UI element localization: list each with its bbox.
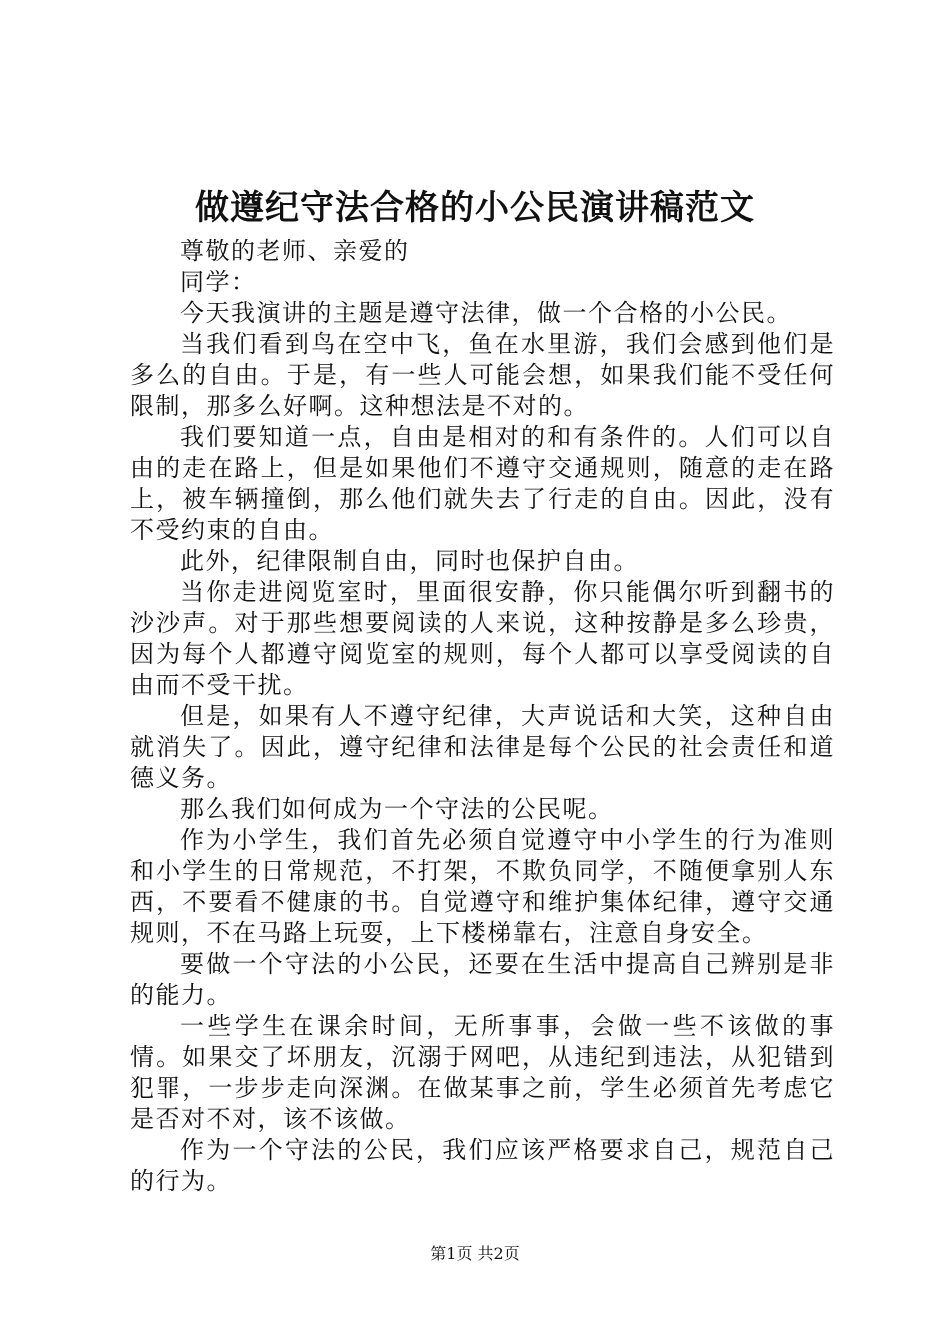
paragraph: 那么我们如何成为一个守法的公民呢。 [180,795,614,823]
document-body [130,236,835,1197]
paragraph: 作为小学生，我们首先必须自觉遵守中小学生的行为准则和小学生的日常规范，不打架，不欺负同学，不随便拿别人东西，不要看不健康的书。自觉遵守和维护集体纪律，遵守交通规则，不在马路上玩耍，上下楼梯靠右，注意自身安全。 [130,826,835,947]
paragraph: 我们要知道一点，自由是相对的和有条件的。人们可以自由的走在路上，但是如果他们不遵守交通规则，随意的走在路上，被车辆撞倒，那么他们就失去了行走的自由。因此，没有不受约束的自由。 [130,423,835,544]
paragraph: 要做一个守法的小公民，还要在生活中提高自己辨别是非的能力。 [130,950,835,1009]
page-number-footer: 第1页 共2页 [430,1244,520,1263]
paragraph: 今天我演讲的主题是遵守法律，做一个合格的小公民。 [180,299,792,327]
paragraph: 作为一个守法的公民，我们应该严格要求自己，规范自己的行为。 [130,1136,835,1195]
paragraph: 尊敬的老师、亲爱的 [180,237,410,265]
paragraph: 当你走进阅览室时，里面很安静，你只能偶尔听到翻书的沙沙声。对于那些想要阅读的人来说，这种按静是多么珍贵，因为每个人都遵守阅览室的规则，每个人都可以享受阅读的自由而不受干扰。 [130,578,835,699]
paragraph: 一些学生在课余时间，无所事事，会做一些不该做的事情。如果交了坏朋友，沉溺于网吧，从违纪到违法，从犯错到犯罪，一步步走向深渊。在做某事之前，学生必须首先考虑它是否对不对，该不该做。 [130,1012,835,1133]
paragraph: 同学： [180,268,257,296]
document-title: 做遵纪守法合格的小公民演讲稿范文 [195,188,755,228]
paragraph: 此外，纪律限制自由，同时也保护自由。 [180,547,639,575]
paragraph: 但是，如果有人不遵守纪律，大声说话和大笑，这种自由就消失了。因此，遵守纪律和法律是每个公民的社会责任和道德义务。 [130,702,835,792]
paragraph: 当我们看到鸟在空中飞，鱼在水里游，我们会感到他们是多么的自由。于是，有一些人可能会想，如果我们能不受任何限制，那多么好啊。这种想法是不对的。 [130,330,835,420]
